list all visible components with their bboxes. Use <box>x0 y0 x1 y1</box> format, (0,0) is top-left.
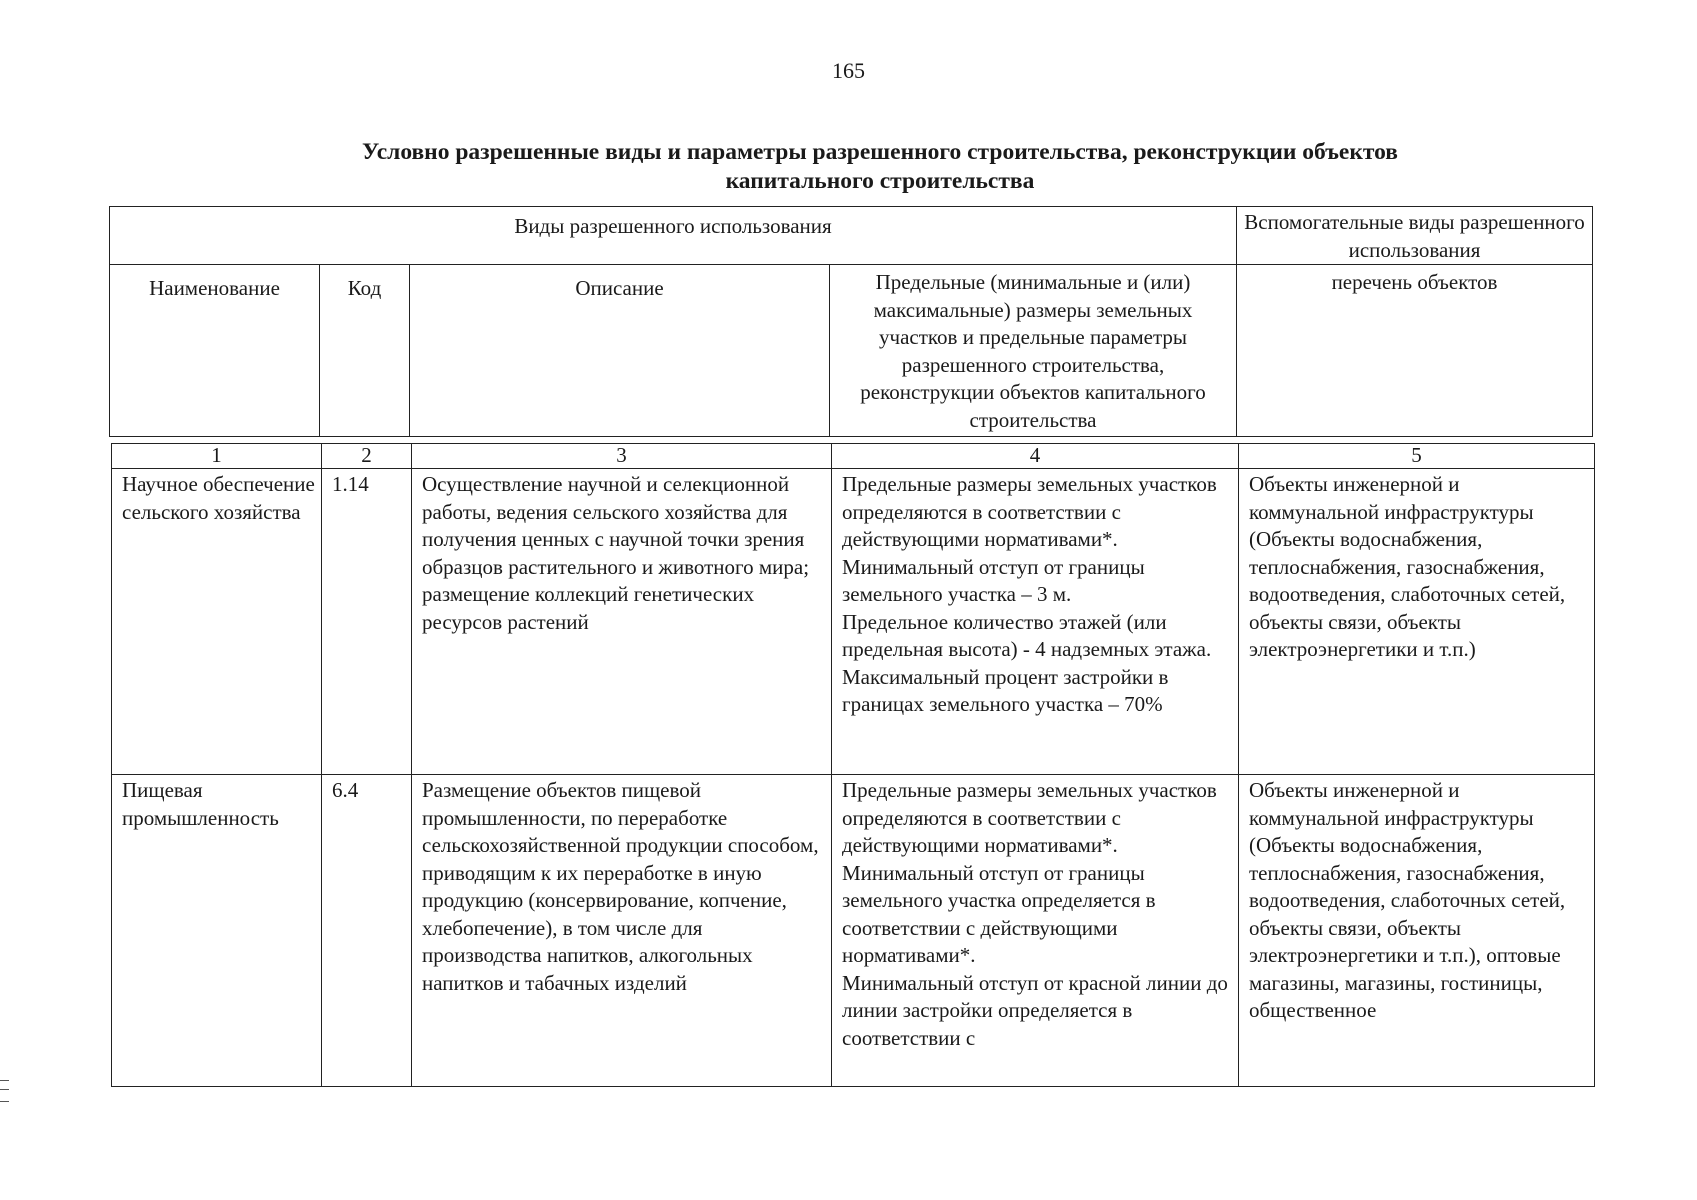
column-number: 3 <box>412 444 832 469</box>
use-parameters: Предельные размеры земельных участков определяются в соответствии с действующими нормативами*. Минимальный отступ от границы земельного участка – 3 м. Предельное количество этажей (или предельная высота) - 4 надземных этажа. Максимальный процент застройки в границах земельного участка – 70% <box>832 469 1239 775</box>
use-name: Научное обеспечение сельского хозяйства <box>112 469 322 775</box>
use-name: Пищевая промышленность <box>112 775 322 1087</box>
column-header-code <box>320 265 410 437</box>
header-table <box>109 206 1593 437</box>
column-header-code-label: Код <box>347 276 382 300</box>
column-header-description <box>410 265 830 437</box>
auxiliary-objects: Объекты инженерной и коммунальной инфраструктуры (Объекты водоснабжения, теплоснабжения, газоснабжения, водоотведения, слаботочных сетей, объекты связи, объекты электроэнергетики и т.п.) <box>1239 469 1595 775</box>
column-header-params-label: Предельные (минимальные и (или) максимальные) размеры земельных участков и предельные параметры разрешенного строительства, реконструкции объектов капитального строительства <box>860 270 1206 432</box>
use-code: 1.14 <box>322 469 412 775</box>
group-header-main-label: Виды разрешенного использования <box>514 214 832 238</box>
column-number: 2 <box>322 444 412 469</box>
group-header-aux-label: Вспомогательные виды разрешенного использования <box>1244 210 1585 262</box>
column-number: 5 <box>1239 444 1595 469</box>
use-parameters: Предельные размеры земельных участков определяются в соответствии с действующими нормативами*. Минимальный отступ от границы земельного участка определяется в соответствии с действующими нормативами*. Минимальный отступ от красной линии до линии застройки определяется в соответствии с <box>832 775 1239 1087</box>
scan-edge-mark <box>0 1080 9 1102</box>
group-header-main <box>110 207 1237 265</box>
group-header-aux <box>1237 207 1593 265</box>
column-number-row <box>112 444 1595 469</box>
data-table <box>111 443 1595 1087</box>
document-title-line-1: Условно разрешенные виды и параметры разрешенного строительства, реконструкции объектов <box>362 139 1398 165</box>
column-header-description-label: Описание <box>575 276 664 300</box>
document-title <box>180 138 1580 196</box>
use-description: Размещение объектов пищевой промышленности, по переработке сельскохозяйственной продукции способом, приводящим к их переработке в иную продукцию (консервирование, копчение, хлебопечение), в том числе для производства напитков, алкогольных напитков и табачных изделий <box>412 775 832 1087</box>
document-title-line-2: капитального строительства <box>725 168 1035 194</box>
column-number: 4 <box>832 444 1239 469</box>
column-header-objects <box>1237 265 1593 437</box>
column-header-objects-label: перечень объектов <box>1331 270 1498 294</box>
table-row <box>112 469 1595 775</box>
page-number: 165 <box>832 58 865 83</box>
column-header-name-label: Наименование <box>149 276 280 300</box>
auxiliary-objects: Объекты инженерной и коммунальной инфраструктуры (Объекты водоснабжения, теплоснабжения, газоснабжения, водоотведения, слаботочных сетей, объекты связи, объекты электроэнергетики и т.п.), оптовые магазины, магазины, гостиницы, общественное <box>1239 775 1595 1087</box>
use-code: 6.4 <box>322 775 412 1087</box>
column-header-params <box>830 265 1237 437</box>
use-description: Осуществление научной и селекционной работы, ведения сельского хозяйства для получения ценных с научной точки зрения образцов растительного и животного мира; размещение коллекций генетических ресурсов растений <box>412 469 832 775</box>
table-row <box>112 775 1595 1087</box>
column-number: 1 <box>112 444 322 469</box>
column-header-name <box>110 265 320 437</box>
